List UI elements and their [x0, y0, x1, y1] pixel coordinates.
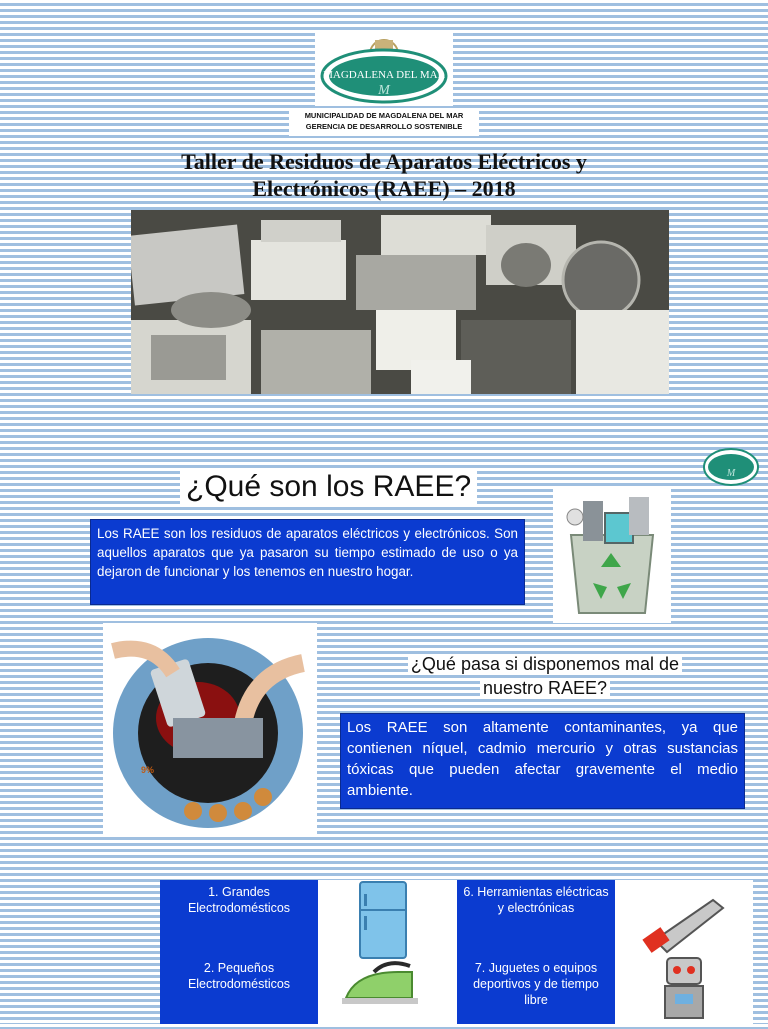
category-toys-sports: 7. Juguetes o equipos deportivos y de tiempo libre	[473, 961, 599, 1007]
tool-icons-column	[615, 880, 753, 1024]
heading-line-2: nuestro RAEE?	[480, 678, 610, 698]
refrigerator-icon	[360, 882, 406, 958]
svg-text:M: M	[378, 83, 390, 98]
category-column-left	[160, 880, 318, 1024]
section-heading-what-happens	[355, 652, 735, 700]
chainsaw-icon	[642, 900, 723, 953]
category-electric-tools: 6. Herramientas eléctricas y electrónicas	[463, 885, 609, 915]
municipality-logo-small	[702, 443, 760, 487]
svg-text:M: M	[726, 468, 736, 479]
logo-text: MAGDALENA DEL MAR	[323, 69, 445, 81]
title-line-2: Electrónicos (RAEE) – 2018	[252, 176, 516, 201]
infographic-percent: 9%	[141, 765, 155, 775]
title-line-1: Taller de Residuos de Aparatos Eléctricos y	[181, 149, 587, 174]
org-line-1: MUNICIPALIDAD DE MAGDALENA DEL MAR	[304, 111, 464, 120]
category-large-appliances: 1. Grandes Electrodomésticos	[187, 885, 291, 915]
recycling-bin-illustration	[553, 487, 671, 623]
organization-caption	[289, 108, 479, 136]
contamination-text: Los RAEE son altamente contaminantes, ya que contienen níquel, cadmio mercurio y otras sustancias tóxicas que pueden afectar gravemente el medio ambiente.	[340, 713, 745, 809]
section-heading-what-are-raee: ¿Qué son los RAEE?	[180, 470, 477, 504]
org-line-2: GERENCIA DE DESARROLLO SOSTENIBLE	[305, 122, 463, 131]
municipality-logo	[315, 32, 453, 106]
what-are-raee-text: Los RAEE son los residuos de aparatos eléctricos y electrónicos. Son aquellos aparatos que ya pasaron su tiempo estimado de uso o ya dejaron de funcionar y los tenemos en nuestro hogar.	[90, 519, 525, 605]
category-small-appliances: 2. Pequeños Electrodomésticos	[187, 961, 291, 991]
category-column-right	[457, 880, 615, 1024]
iron-icon	[342, 963, 418, 1004]
page-title	[110, 148, 658, 202]
ewaste-pile-photo	[131, 210, 669, 394]
appliance-icons-column	[318, 880, 457, 1024]
heading-line-1: ¿Qué pasa si disponemos mal de	[408, 654, 682, 674]
robot-toy-icon	[665, 958, 703, 1018]
ewaste-infographic	[103, 623, 317, 834]
